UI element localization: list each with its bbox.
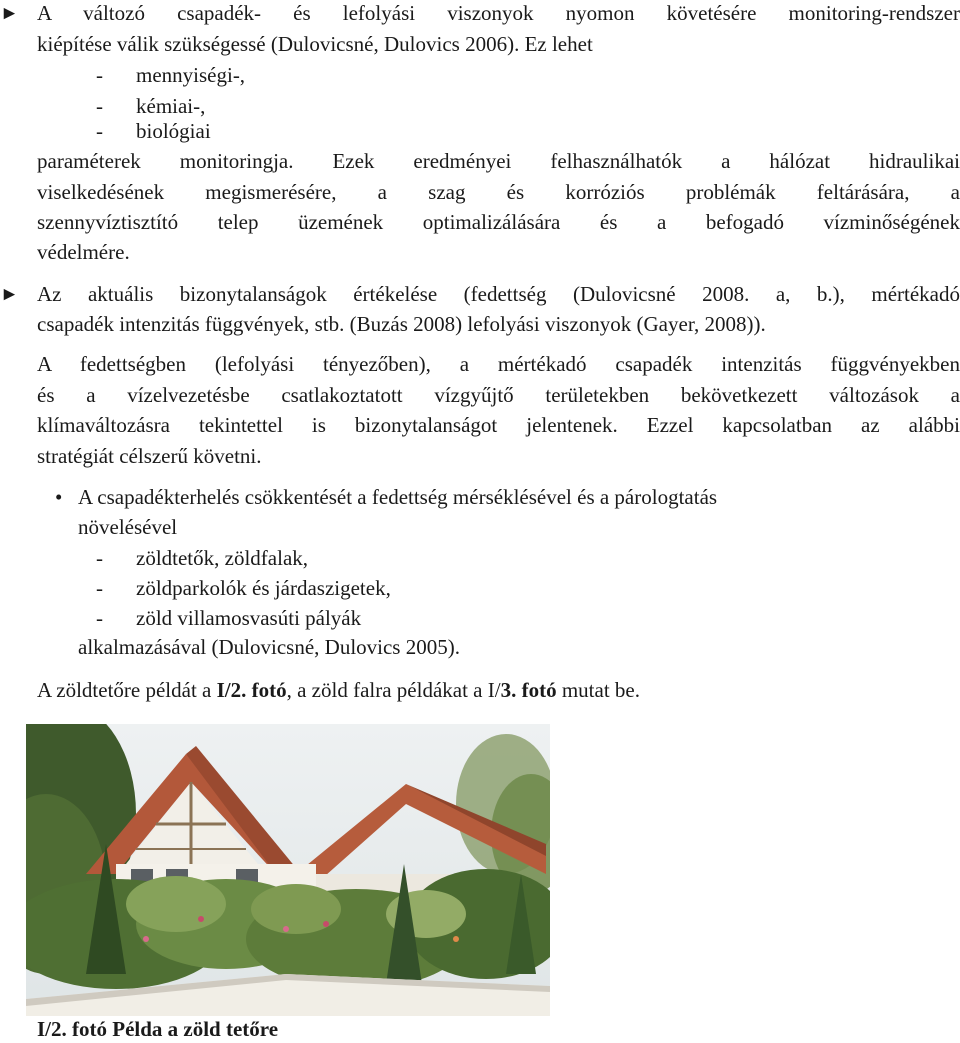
text-line: A változó csapadék- és lefolyási viszonyok nyomon követésére monitoring-rendszer — [37, 1, 960, 25]
list-dash: - — [96, 63, 103, 87]
text-line: csapadék intenzitás függvények, stb. (Buzás 2008) lefolyási viszonyok (Gayer, 2008)). — [37, 312, 766, 336]
list-item: zöldtetők, zöldfalak, — [136, 546, 309, 570]
text-line: védelmére. — [37, 240, 130, 264]
text-line: A csapadékterhelés csökkentését a fedettség mérséklésével és a párologtatás — [78, 485, 718, 509]
photo-ref-bold: 3. fotó — [500, 678, 557, 702]
bullet-dot-icon: • — [55, 485, 63, 509]
text-fragment: mutat be. — [556, 678, 640, 702]
text-line: alkalmazásával (Dulovicsné, Dulovics 2005). — [78, 635, 460, 659]
green-roof-photo — [26, 724, 550, 1016]
list-dash: - — [96, 606, 103, 630]
list-item: zöld villamosvasúti pályák — [136, 606, 362, 630]
list-item: biológiai — [136, 119, 211, 143]
text-line: Az aktuális bizonytalanságok értékelése (fedettség (Dulovicsné 2008. a, b.), mértékadó — [37, 282, 960, 306]
list-dash: - — [96, 94, 103, 118]
text-fragment: A zöldtetőre példát a — [37, 678, 217, 702]
text-line: növelésével — [78, 515, 178, 539]
list-item: mennyiségi-, — [136, 63, 246, 87]
list-dash: - — [96, 119, 103, 143]
list-item: kémiai-, — [136, 94, 206, 118]
photo-reference-line — [37, 677, 640, 704]
text-line: viselkedésének megismerésére, a szag és korróziós problémák feltárására, a — [37, 180, 960, 204]
list-dash: - — [96, 576, 103, 600]
text-line: szennyvíztisztító telep üzemének optimalizálására és a befogadó vízminőségének — [37, 210, 960, 234]
text-line: paraméterek monitoringja. Ezek eredményei felhasználhatók a hálózat hidraulikai — [37, 149, 960, 173]
text-line: A fedettségben (lefolyási tényezőben), a mértékadó csapadék intenzitás függvényekben — [37, 352, 960, 376]
arrow-bullet-icon: ► — [0, 3, 19, 24]
photo-caption: I/2. fotó Példa a zöld tetőre — [37, 1017, 279, 1041]
photo-ref-bold: I/2. fotó — [216, 678, 287, 702]
text-line: kiépítése válik szükségessé (Dulovicsné, Dulovics 2006). Ez lehet — [37, 32, 593, 56]
list-item: zöldparkolók és járdaszigetek, — [136, 576, 391, 600]
text-fragment: , a zöld falra példákat a I/ — [286, 678, 501, 702]
text-line: klímaváltozásra tekintettel is bizonytalanságot jelentenek. Ezzel kapcsolatban az alábbi — [37, 413, 960, 437]
list-dash: - — [96, 546, 103, 570]
text-line: és a vízelvezetésbe csatlakoztatott vízgyűjtő területekben bekövetkezett változások a — [37, 383, 960, 407]
arrow-bullet-icon: ► — [0, 284, 19, 305]
text-line: stratégiát célszerű követni. — [37, 444, 262, 468]
